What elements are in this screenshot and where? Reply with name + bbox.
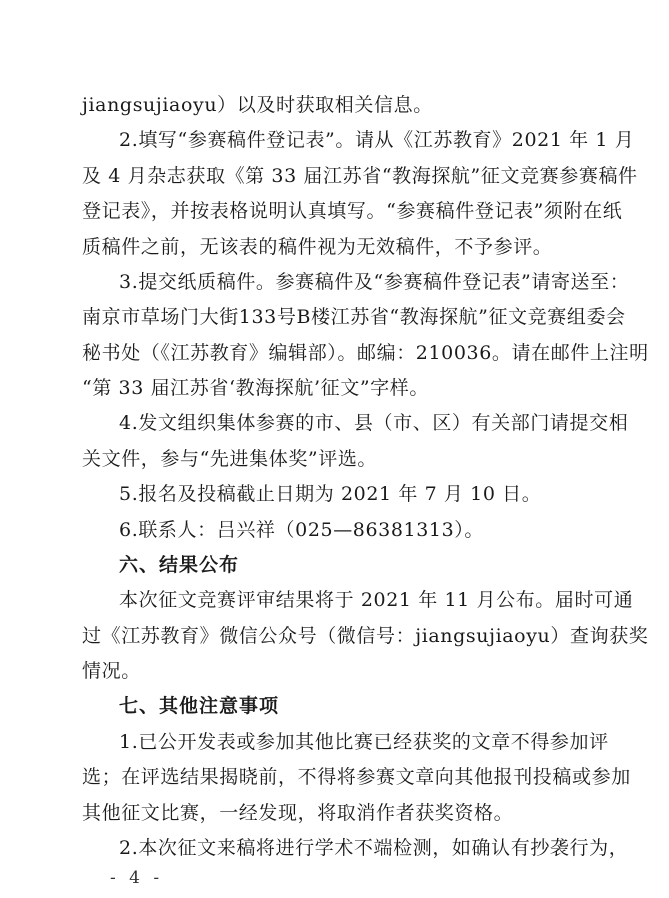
text-line: 2.填写“参赛稿件登记表”。请从《江苏教育》2021 年 1 月	[119, 129, 635, 151]
page-number: - 4 -	[110, 868, 164, 888]
text-line: 其他征文比赛，一经发现，将取消作者获奖资格。	[82, 802, 514, 824]
text-line: 过《江苏教育》微信公众号（微信号：jiangsujiaoyu）查询获奖	[82, 625, 649, 647]
text-line: 3.提交纸质稿件。参赛稿件及“参赛稿件登记表”请寄送至：	[119, 271, 630, 293]
section-heading: 七、其他注意事项	[119, 695, 280, 717]
text-line: 登记表》，并按表格说明认真填写。“参赛稿件登记表”须附在纸	[82, 200, 623, 222]
text-line: 情况。	[82, 660, 141, 682]
text-line: 5.报名及投稿截止日期为 2021 年 7 月 10 日。	[119, 483, 542, 505]
text-line: 质稿件之前，无该表的稿件视为无效稿件，不予参评。	[82, 236, 553, 258]
text-line: 及 4 月杂志获取《第 33 届江苏省“教海探航”征文竞赛参赛稿件	[82, 165, 638, 187]
text-line: “第 33 届江苏省‘教海探航’征文”字样。	[82, 377, 429, 399]
text-line: 4.发文组织集体参赛的市、县（市、区）有关部门请提交相	[119, 412, 629, 434]
text-line: 1.已公开发表或参加其他比赛已经获奖的文章不得参加评	[119, 731, 609, 753]
text-line: 2.本次征文来稿将进行学术不端检测，如确认有抄袭行为，	[119, 837, 629, 859]
text-line: 南京市草场门大街133号B楼江苏省“教海探航”征文竞赛组委会	[82, 306, 626, 328]
text-line: 6.联系人：吕兴祥（025—86381313）。	[119, 519, 485, 541]
text-line: 秘书处（《江苏教育》编辑部）。邮编：210036。请在邮件上注明	[82, 342, 649, 364]
text-line: 选；在评选结果揭晓前，不得将参赛文章向其他报刊投稿或参加	[82, 766, 631, 788]
text-line: 本次征文竞赛评审结果将于 2021 年 11 月公布。届时可通	[119, 589, 634, 611]
text-line: jiangsujiaoyu）以及时获取相关信息。	[82, 94, 433, 116]
section-heading: 六、结果公布	[119, 554, 240, 576]
text-line: 关文件，参与“先进集体奖”评选。	[82, 448, 378, 470]
